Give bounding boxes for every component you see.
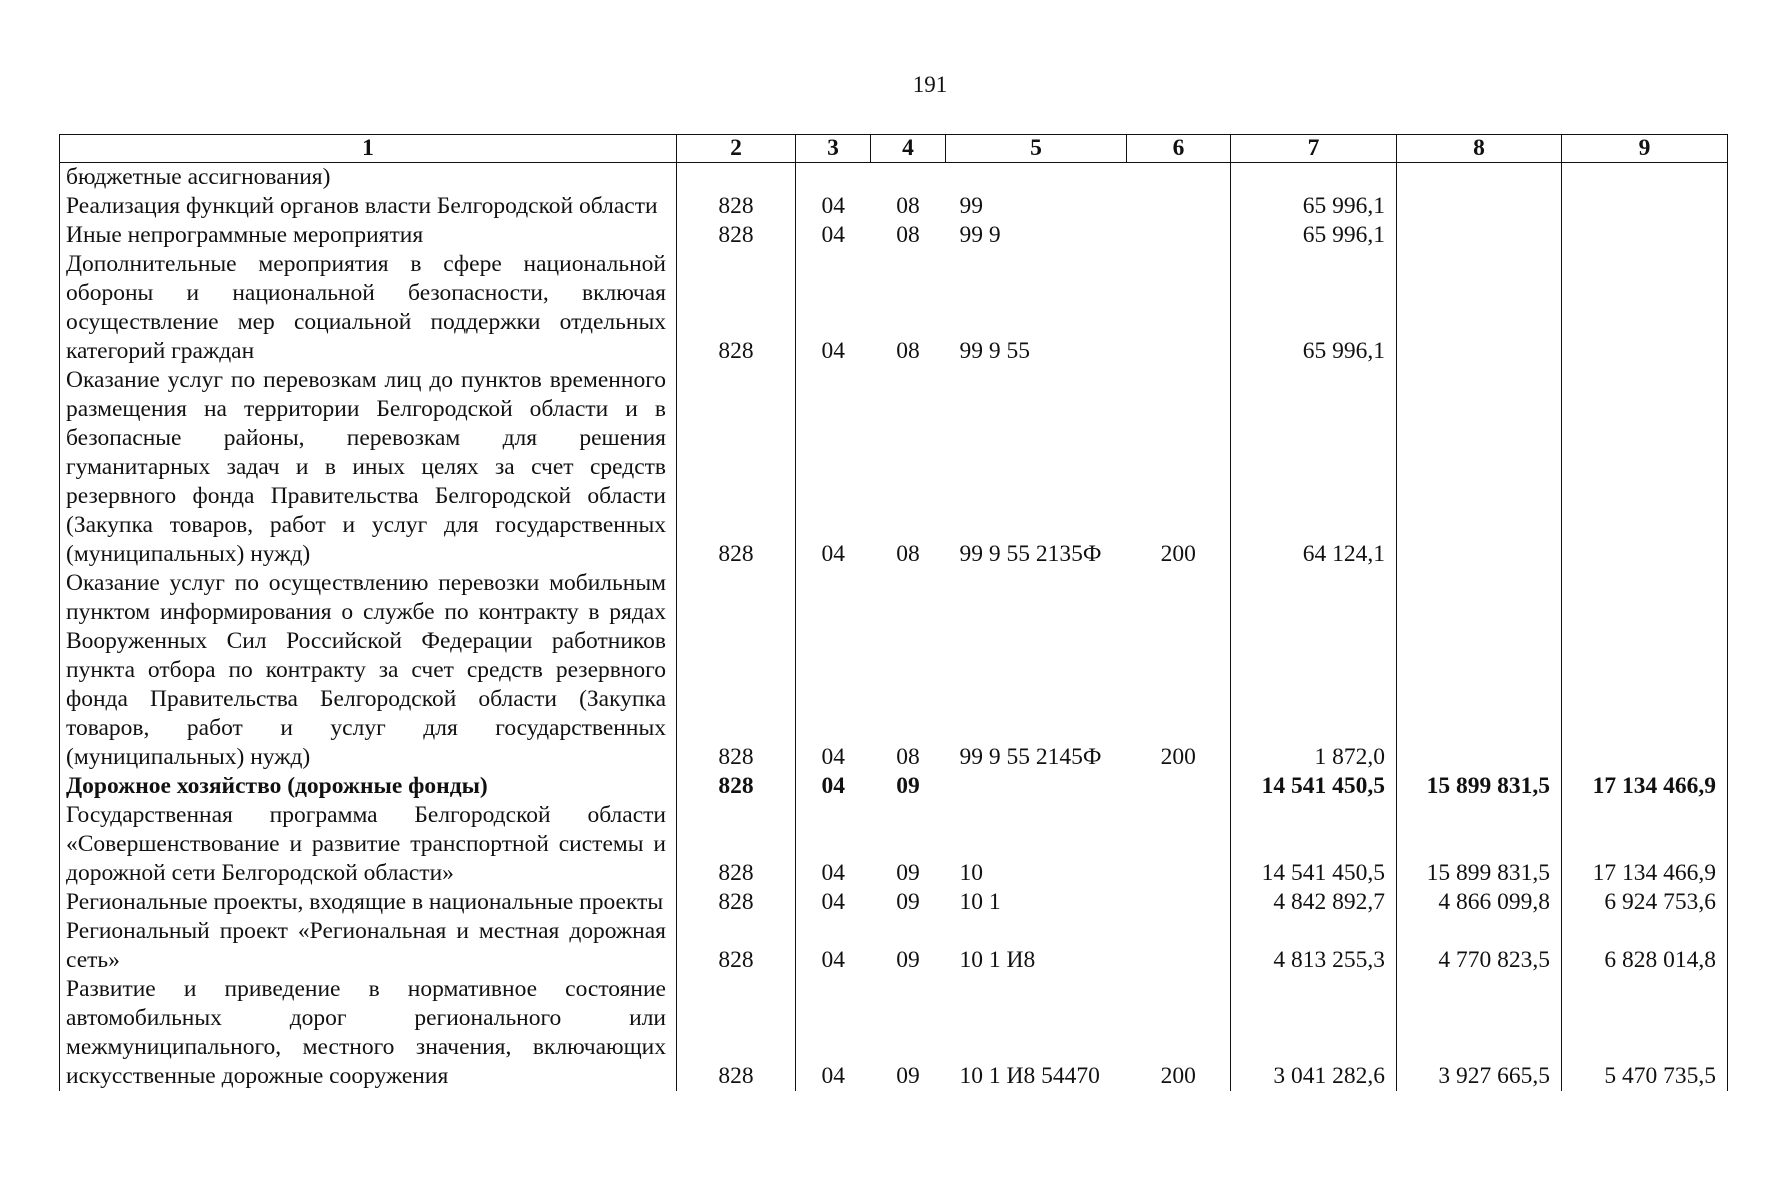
amount-year1-cell: 1 872,0 [1231, 569, 1397, 772]
subsection-code-cell: 08 [896, 193, 920, 219]
table-row [60, 888, 1728, 917]
amount-year3-cell: 6 924 753,6 [1562, 888, 1728, 917]
amount-year3-cell: 17 134 466,9 [1562, 801, 1728, 888]
admin-code-cell: 828 [677, 366, 796, 569]
column-header: 6 [1127, 135, 1231, 163]
amount-year1-cell: 65 996,1 [1231, 250, 1397, 366]
section-code-cell: 04 [796, 801, 871, 888]
table-row [60, 975, 1728, 1091]
table-row [60, 772, 1728, 801]
amount-year3-cell: 6 828 014,8 [1562, 917, 1728, 975]
target-item-code-cell: 10 1 И8 54470 [959, 1063, 1100, 1089]
expense-type-cell [1127, 772, 1231, 801]
section-code-cell: 04 [796, 192, 871, 221]
admin-code-cell: 828 [677, 772, 796, 801]
subsection-code-cell: 09 [896, 889, 920, 915]
amount-year3-cell [1562, 192, 1728, 221]
subsection-code-cell: 08 [896, 541, 920, 567]
section-code-cell: 04 [796, 917, 871, 975]
row-name-cell: Дорожное хозяйство (дорожные фонды) [60, 772, 677, 801]
target-item-code-cell: 10 [959, 860, 983, 886]
admin-code-cell: 828 [677, 192, 796, 221]
page-number: 191 [912, 72, 948, 97]
column-header: 5 [946, 135, 1127, 163]
admin-code-cell: 828 [677, 801, 796, 888]
section-code-cell: 04 [796, 250, 871, 366]
table-row [60, 917, 1728, 975]
section-code-cell: 04 [796, 888, 871, 917]
amount-year1-cell: 4 842 892,7 [1231, 888, 1397, 917]
target-item-code-cell: 10 1 И8 [959, 947, 1036, 973]
budget-table [59, 134, 1728, 1091]
admin-code-cell [677, 163, 796, 193]
table-row [60, 569, 1728, 772]
amount-year1-cell: 65 996,1 [1231, 192, 1397, 221]
target-item-code-cell: 99 9 55 [959, 338, 1030, 364]
amount-year3-cell [1562, 221, 1728, 250]
section-code-cell: 04 [796, 975, 871, 1091]
target-item-code-cell: 99 [959, 193, 983, 219]
amount-year1-cell: 14 541 450,5 [1231, 801, 1397, 888]
expense-type-cell: 200 [1127, 975, 1231, 1091]
table-row [60, 250, 1728, 366]
amount-year3-cell: 17 134 466,9 [1562, 772, 1728, 801]
row-name-cell: Иные непрограммные мероприятия [60, 221, 677, 250]
amount-year3-cell [1562, 163, 1728, 193]
column-header: 9 [1562, 135, 1728, 163]
section-code-cell: 04 [796, 366, 871, 569]
target-item-code-cell [946, 772, 1127, 801]
amount-year2-cell: 4 866 099,8 [1397, 888, 1562, 917]
expense-type-cell [1127, 192, 1231, 221]
amount-year1-cell: 4 813 255,3 [1231, 917, 1397, 975]
row-name-cell: Оказание услуг по перевозкам лиц до пунктов временного размещения на территории Белгородской области и в безопасные районы, перевозкам для решения гуманитарных задач и в иных целях за счет средств резервного фонда Правительства Белгородской области (Закупка товаров, работ и услуг для государственных (муниципальных) нужд) [60, 366, 677, 569]
amount-year2-cell [1397, 192, 1562, 221]
target-item-code-cell: 99 9 55 2145Ф [959, 744, 1102, 770]
subsection-code-cell: 09 [896, 860, 920, 886]
amount-year2-cell: 15 899 831,5 [1397, 801, 1562, 888]
row-name-cell: Оказание услуг по осуществлению перевозки мобильным пунктом информирования о службе по контракту в рядах Вооруженных Сил Российской Федерации работников пункта отбора по контракту за счет средств резервного фонда Правительства Белгородской области (Закупка товаров, работ и услуг для государственных (муниципальных) нужд) [60, 569, 677, 772]
subsection-code-cell: 09 [896, 1063, 920, 1089]
target-item-code-cell: 99 9 [959, 222, 1001, 248]
subsection-code-cell: 08 [896, 338, 920, 364]
column-header: 2 [677, 135, 796, 163]
amount-year3-cell: 5 470 735,5 [1562, 975, 1728, 1091]
admin-code-cell: 828 [677, 250, 796, 366]
amount-year1-cell: 64 124,1 [1231, 366, 1397, 569]
amount-year1-cell: 14 541 450,5 [1231, 772, 1397, 801]
admin-code-cell: 828 [677, 221, 796, 250]
amount-year2-cell [1397, 163, 1562, 193]
target-item-code-cell: 99 9 55 2135Ф [959, 541, 1102, 567]
row-name-cell: Региональный проект «Региональная и местная дорожная сеть» [60, 917, 677, 975]
expense-type-cell: 200 [1127, 569, 1231, 772]
amount-year1-cell: 65 996,1 [1231, 221, 1397, 250]
table-row [60, 366, 1728, 569]
amount-year2-cell: 3 927 665,5 [1397, 975, 1562, 1091]
admin-code-cell: 828 [677, 569, 796, 772]
table-row [60, 801, 1728, 888]
column-header: 4 [871, 135, 946, 163]
amount-year1-cell [1231, 163, 1397, 193]
subsection-code-cell: 09 [896, 773, 920, 799]
subsection-code-cell: 08 [896, 222, 920, 248]
section-code-cell: 04 [796, 772, 871, 801]
amount-year2-cell [1397, 366, 1562, 569]
subsection-code-cell: 08 [896, 744, 920, 770]
subsection-code-cell [871, 163, 946, 193]
expense-type-cell [1127, 221, 1231, 250]
admin-code-cell: 828 [677, 917, 796, 975]
section-code-cell: 04 [796, 221, 871, 250]
row-name-cell: Государственная программа Белгородской области «Совершенствование и развитие транспортной системы и дорожной сети Белгородской области» [60, 801, 677, 888]
amount-year2-cell: 4 770 823,5 [1397, 917, 1562, 975]
amount-year2-cell [1397, 250, 1562, 366]
admin-code-cell: 828 [677, 888, 796, 917]
column-header: 3 [796, 135, 871, 163]
expense-type-cell [1127, 917, 1231, 975]
section-code-cell [796, 163, 871, 193]
subsection-code-cell: 09 [896, 947, 920, 973]
target-item-code-cell: 10 1 [959, 889, 1001, 915]
row-name-cell: Развитие и приведение в нормативное состояние автомобильных дорог регионального или межмуниципального, местного значения, включающих искусственные дорожные сооружения [60, 975, 677, 1091]
amount-year1-cell: 3 041 282,6 [1231, 975, 1397, 1091]
table-body [60, 163, 1728, 1092]
table-row [60, 192, 1728, 221]
amount-year3-cell [1562, 366, 1728, 569]
admin-code-cell: 828 [677, 975, 796, 1091]
row-name-cell: Дополнительные мероприятия в сфере национальной обороны и национальной безопасности, включая осуществление мер социальной поддержки отдельных категорий граждан [60, 250, 677, 366]
table-row [60, 163, 1728, 193]
amount-year2-cell [1397, 569, 1562, 772]
target-item-code-cell [946, 163, 1127, 193]
column-header: 7 [1231, 135, 1397, 163]
expense-type-cell [1127, 888, 1231, 917]
column-header: 1 [60, 135, 677, 163]
column-header: 8 [1397, 135, 1562, 163]
expense-type-cell [1127, 801, 1231, 888]
amount-year3-cell [1562, 250, 1728, 366]
amount-year3-cell [1562, 569, 1728, 772]
expense-type-cell [1127, 250, 1231, 366]
header-row [60, 135, 1728, 163]
row-name-cell: Реализация функций органов власти Белгородской области [60, 192, 677, 221]
row-name-cell: Региональные проекты, входящие в национальные проекты [60, 888, 677, 917]
expense-type-cell: 200 [1127, 366, 1231, 569]
row-name-cell: бюджетные ассигнования) [60, 163, 677, 193]
amount-year2-cell [1397, 221, 1562, 250]
section-code-cell: 04 [796, 569, 871, 772]
table-row [60, 221, 1728, 250]
expense-type-cell [1127, 163, 1231, 193]
amount-year2-cell: 15 899 831,5 [1397, 772, 1562, 801]
